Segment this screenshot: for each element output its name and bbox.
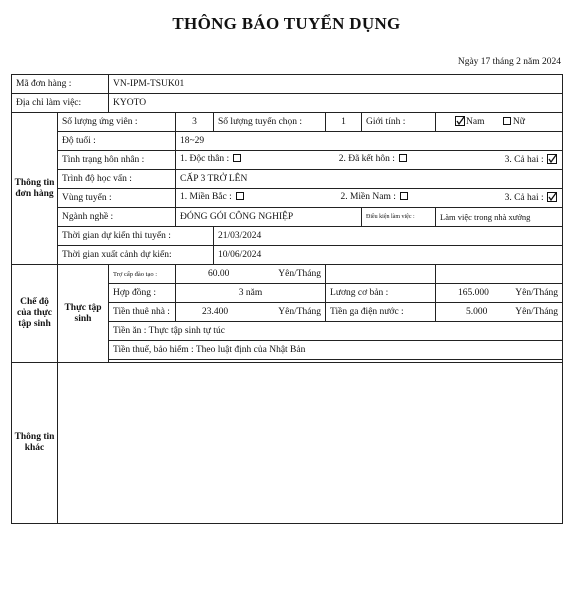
utility-value: 5.000 xyxy=(466,306,488,317)
training-empty xyxy=(326,265,436,284)
unchecked-box-icon[interactable] xyxy=(503,117,511,125)
marital-options xyxy=(176,151,563,170)
gender-female-label: Nữ xyxy=(512,117,525,127)
marital-row xyxy=(12,151,563,170)
unchecked-box-icon[interactable] xyxy=(399,154,407,162)
salary-cell xyxy=(436,284,563,303)
training-empty-2 xyxy=(436,265,563,284)
job-row xyxy=(12,208,563,227)
checked-box-icon[interactable] xyxy=(547,192,557,202)
contract-label: Hợp đồng : xyxy=(109,284,176,303)
address-label: Địa chỉ làm việc: xyxy=(12,94,109,113)
job-value: ĐÓNG GÓI CÔNG NGHIỆP xyxy=(176,208,362,227)
training-row xyxy=(12,265,563,284)
marital-married-label: 2. Đã kết hôn : xyxy=(338,154,395,164)
contract-value: 3 năm xyxy=(176,284,326,303)
address-value: KYOTO xyxy=(109,94,563,113)
document-title: THÔNG BÁO TUYỂN DỤNG xyxy=(172,14,401,33)
recruitment-table xyxy=(11,74,563,524)
unchecked-box-icon[interactable] xyxy=(400,192,408,200)
section-order-info: Thông tin đơn hàng xyxy=(12,113,58,265)
depart-date-value: 10/06/2024 xyxy=(214,246,563,265)
selected-label: Số lượng tuyển chọn : xyxy=(214,113,326,132)
checked-box-icon[interactable] xyxy=(547,154,557,164)
section-intern-regime: Chế độ của thực tập sinh xyxy=(12,265,58,363)
section-other-info: Thông tin khác xyxy=(12,363,58,524)
rent-unit: Yên/Tháng xyxy=(278,306,322,317)
tax-text: Tiền thuế, bảo hiểm : Theo luật định của Nhật Bản xyxy=(109,341,563,360)
region-options xyxy=(176,189,563,208)
depart-date-row xyxy=(12,246,563,265)
food-text: Tiền ăn : Thực tập sinh tự túc xyxy=(109,322,563,341)
rent-value: 23.400 xyxy=(202,306,229,317)
selected-value: 1 xyxy=(326,113,362,132)
age-row xyxy=(12,132,563,151)
age-label: Độ tuổi : xyxy=(58,132,176,151)
training-value: 60.00 xyxy=(208,268,230,279)
salary-value: 165.000 xyxy=(458,287,489,298)
order-code-row xyxy=(12,75,563,94)
other-info-row xyxy=(12,363,563,524)
training-unit: Yên/Tháng xyxy=(278,268,322,279)
applicants-value: 3 xyxy=(176,113,214,132)
marital-both-label: 3. Cả hai : xyxy=(504,155,544,165)
region-label: Vùng tuyển : xyxy=(58,189,176,208)
workcond-value: Làm việc trong nhà xưởng xyxy=(436,208,563,227)
applicants-row xyxy=(12,113,563,132)
gender-label: Giới tính : xyxy=(362,113,436,132)
order-code-label: Mã đơn hàng : xyxy=(12,75,109,94)
gender-male-label: Nam xyxy=(466,117,485,127)
section-practice: Thực tập sinh xyxy=(58,265,109,363)
document-date: Ngày 17 tháng 2 năm 2024 xyxy=(457,57,561,67)
training-value-cell xyxy=(176,265,326,284)
education-row xyxy=(12,170,563,189)
order-code-value: VN-IPM-TSUK01 xyxy=(109,75,563,94)
rent-label: Tiền thuê nhà : xyxy=(109,303,176,322)
utility-label: Tiền ga điện nước : xyxy=(326,303,436,322)
utility-unit: Yên/Tháng xyxy=(515,306,559,317)
depart-date-label: Thời gian xuất cảnh dự kiến: xyxy=(58,246,214,265)
exam-date-label: Thời gian dự kiến thi tuyển : xyxy=(58,227,214,246)
marital-single-label: 1. Độc thân : xyxy=(180,154,230,164)
salary-label: Lương cơ bản : xyxy=(326,284,436,303)
gender-options xyxy=(436,113,563,132)
marital-label: Tình trạng hôn nhân : xyxy=(58,151,176,170)
workcond-label: Điều kiện làm việc : xyxy=(362,208,436,227)
education-value: CẤP 3 TRỞ LÊN xyxy=(176,170,563,189)
unchecked-box-icon[interactable] xyxy=(236,192,244,200)
applicants-label: Số lượng ứng viên : xyxy=(58,113,176,132)
exam-date-value: 21/03/2024 xyxy=(214,227,563,246)
job-label: Ngành nghề : xyxy=(58,208,176,227)
salary-unit: Yên/Tháng xyxy=(515,287,559,298)
education-label: Trình độ học vấn : xyxy=(58,170,176,189)
rent-cell xyxy=(176,303,326,322)
training-label: Trợ cấp đào tạo : xyxy=(109,265,176,284)
other-info-content xyxy=(58,363,563,524)
address-row xyxy=(12,94,563,113)
exam-date-row xyxy=(12,227,563,246)
region-north-label: 1. Miền Bắc : xyxy=(180,192,232,202)
region-south-label: 2. Miền Nam : xyxy=(340,192,396,202)
region-row xyxy=(12,189,563,208)
checked-box-icon[interactable] xyxy=(455,116,465,126)
age-value: 18~29 xyxy=(176,132,563,151)
utility-cell xyxy=(436,303,563,322)
region-both-label: 3. Cả hai : xyxy=(504,193,544,203)
unchecked-box-icon[interactable] xyxy=(233,154,241,162)
